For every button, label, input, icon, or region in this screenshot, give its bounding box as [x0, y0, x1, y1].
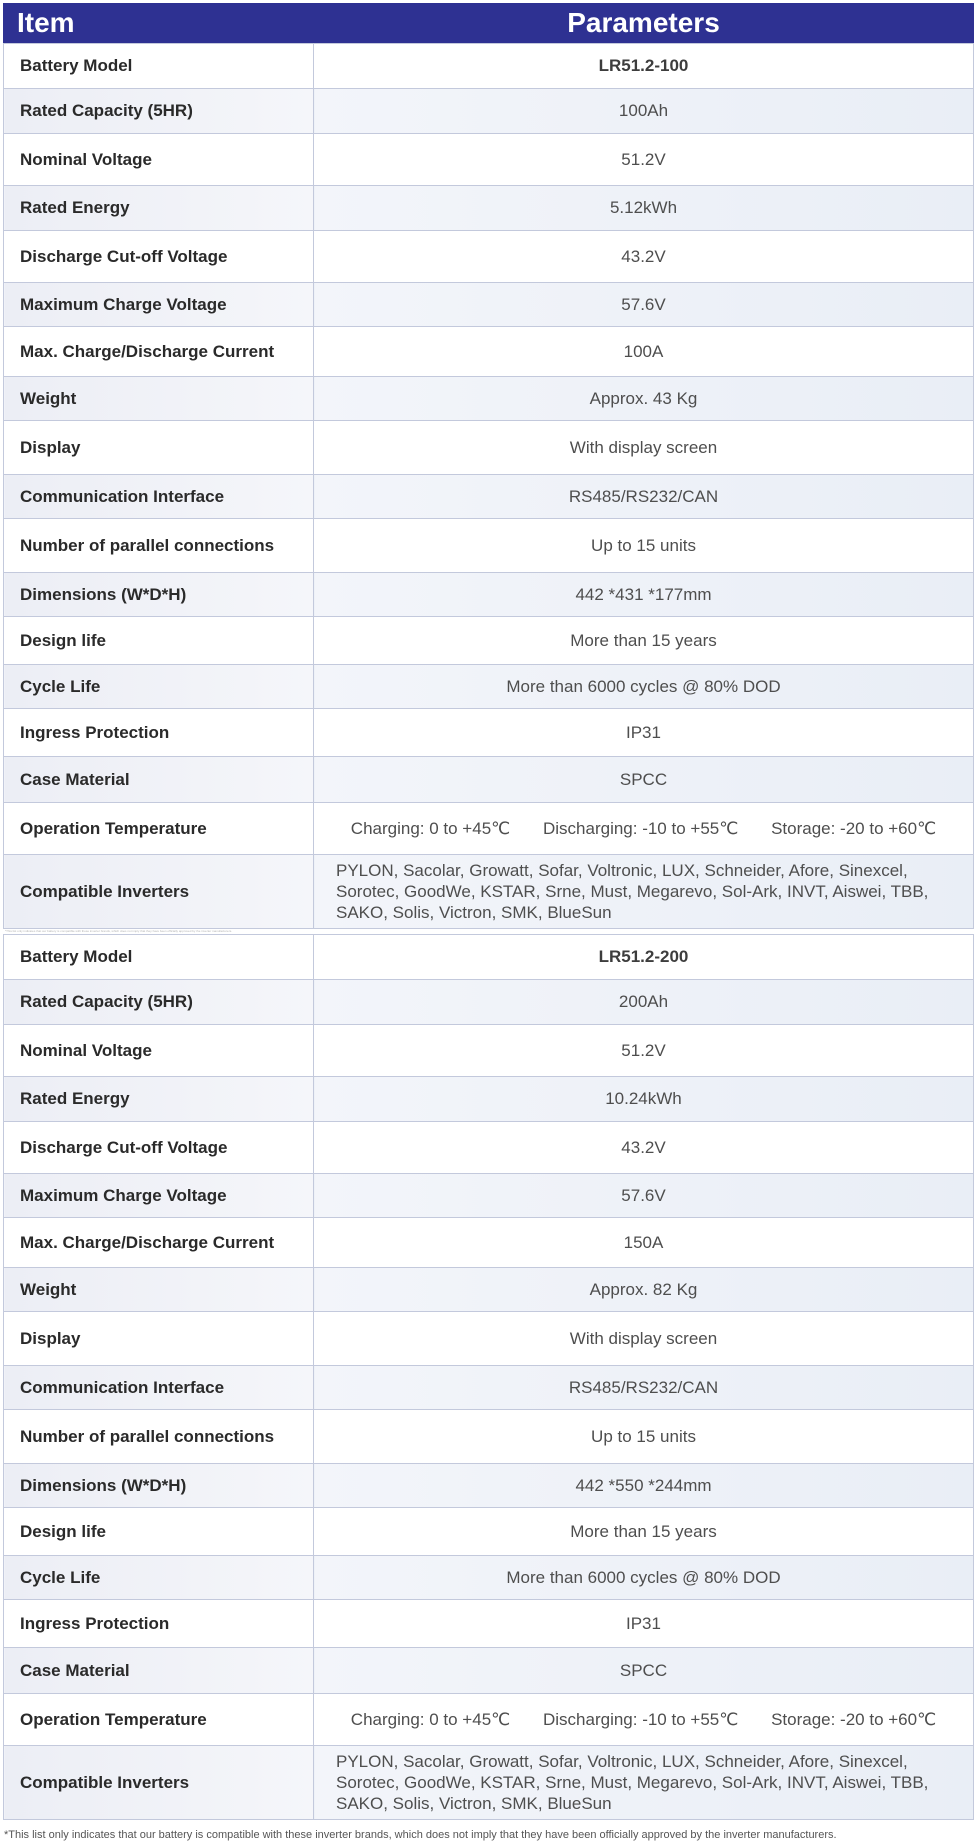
table-row: [4, 1025, 974, 1077]
row-label: Max. Charge/Discharge Current: [4, 327, 314, 377]
row-value: 43.2V: [314, 1122, 974, 1174]
row-label: Operation Temperature: [4, 1694, 314, 1746]
row-label: Maximum Charge Voltage: [4, 1174, 314, 1218]
row-value: 442 *431 *177mm: [314, 573, 974, 617]
table-row: [4, 617, 974, 665]
spec-table-lr51-100: [3, 43, 974, 929]
table-row: [4, 89, 974, 134]
table-row: [4, 1366, 974, 1410]
table-row: [4, 134, 974, 186]
row-value: 5.12kWh: [314, 186, 974, 231]
header-parameters: Parameters: [567, 7, 720, 38]
row-label: Discharge Cut-off Voltage: [4, 231, 314, 283]
storage-temperature: Storage: -20 to +60℃: [771, 818, 937, 838]
row-value: Approx. 43 Kg: [314, 377, 974, 421]
table-row: [4, 573, 974, 617]
row-label: Compatible Inverters: [4, 855, 314, 929]
row-value: RS485/RS232/CAN: [314, 1366, 974, 1410]
table-row: [4, 1694, 974, 1746]
header-item: Item: [17, 7, 75, 38]
table-row: [4, 377, 974, 421]
row-value: 150A: [314, 1218, 974, 1268]
row-label: Discharge Cut-off Voltage: [4, 1122, 314, 1174]
table-row: [4, 1600, 974, 1648]
table-row: [4, 475, 974, 519]
row-label: Communication Interface: [4, 1366, 314, 1410]
row-label: Cycle Life: [4, 1556, 314, 1600]
table-row: [4, 665, 974, 709]
compatible-inverters-list: PYLON, Sacolar, Growatt, Sofar, Voltronic, LUX, Schneider, Afore, Sinexcel, Sorotec, GoodWe, KSTAR, Srne, Must, Megarevo, Sol-Ark, INVT, Aiswei, TBB, SAKO, Solis, Victron, SMK, BlueSun: [314, 855, 974, 929]
table-row: [4, 519, 974, 573]
row-label: Case Material: [4, 1648, 314, 1694]
table-row: [4, 1508, 974, 1556]
table-row: [4, 186, 974, 231]
charging-temperature: Charging: 0 to +45℃: [350, 818, 511, 838]
table-row: [4, 1077, 974, 1122]
row-value: More than 15 years: [314, 617, 974, 665]
row-label: Compatible Inverters: [4, 1746, 314, 1820]
table-row: [4, 231, 974, 283]
operation-temperature-values: [314, 1694, 974, 1746]
row-value: 51.2V: [314, 134, 974, 186]
row-label: Design life: [4, 617, 314, 665]
table-row: [4, 1746, 974, 1820]
row-value: SPCC: [314, 1648, 974, 1694]
table-row: [4, 1464, 974, 1508]
row-value: More than 6000 cycles @ 80% DOD: [314, 1556, 974, 1600]
row-label: Display: [4, 421, 314, 475]
row-value: 10.24kWh: [314, 1077, 974, 1122]
row-value: More than 15 years: [314, 1508, 974, 1556]
table-row: [4, 855, 974, 929]
row-label: Case Material: [4, 757, 314, 803]
row-value: 43.2V: [314, 231, 974, 283]
row-value: RS485/RS232/CAN: [314, 475, 974, 519]
row-label: Weight: [4, 1268, 314, 1312]
discharging-temperature: Discharging: -10 to +55℃: [542, 1709, 739, 1729]
row-value: 200Ah: [314, 980, 974, 1025]
spec-table-lr51-200: [3, 934, 974, 1820]
row-value: 57.6V: [314, 283, 974, 327]
row-label: Number of parallel connections: [4, 1410, 314, 1464]
row-label: Max. Charge/Discharge Current: [4, 1218, 314, 1268]
storage-temperature: Storage: -20 to +60℃: [771, 1709, 937, 1729]
table-row: [4, 757, 974, 803]
table-row: [4, 1410, 974, 1464]
row-value: 100A: [314, 327, 974, 377]
row-value: More than 6000 cycles @ 80% DOD: [314, 665, 974, 709]
row-label: Design life: [4, 1508, 314, 1556]
table-row: [4, 709, 974, 757]
compatible-inverters-list: PYLON, Sacolar, Growatt, Sofar, Voltronic, LUX, Schneider, Afore, Sinexcel, Sorotec, GoodWe, KSTAR, Srne, Must, Megarevo, Sol-Ark, INVT, Aiswei, TBB, SAKO, Solis, Victron, SMK, BlueSun: [314, 1746, 974, 1820]
row-value: LR51.2-100: [314, 44, 974, 89]
row-value: With display screen: [314, 421, 974, 475]
row-label: Dimensions (W*D*H): [4, 573, 314, 617]
row-label: Weight: [4, 377, 314, 421]
row-label: Ingress Protection: [4, 1600, 314, 1648]
row-label: Rated Energy: [4, 186, 314, 231]
row-value: Up to 15 units: [314, 1410, 974, 1464]
row-value: IP31: [314, 1600, 974, 1648]
table-row: [4, 803, 974, 855]
footnote-faded: *This list only indicates that our battery is compatible with these inverter brands, which does not imply that they have been officially approved by the inverter manufacturers.: [5, 929, 233, 933]
table-row: [4, 1556, 974, 1600]
row-label: Ingress Protection: [4, 709, 314, 757]
row-label: Battery Model: [4, 44, 314, 89]
row-label: Battery Model: [4, 935, 314, 980]
row-label: Dimensions (W*D*H): [4, 1464, 314, 1508]
row-value: Up to 15 units: [314, 519, 974, 573]
row-value: 57.6V: [314, 1174, 974, 1218]
row-value: 442 *550 *244mm: [314, 1464, 974, 1508]
charging-temperature: Charging: 0 to +45℃: [350, 1709, 511, 1729]
table-row: [4, 421, 974, 475]
row-label: Rated Capacity (5HR): [4, 980, 314, 1025]
row-label: Nominal Voltage: [4, 134, 314, 186]
discharging-temperature: Discharging: -10 to +55℃: [542, 818, 739, 838]
row-value: SPCC: [314, 757, 974, 803]
table-row: [4, 1648, 974, 1694]
footnote: *This list only indicates that our battery is compatible with these inverter brands, which does not imply that they have been officially approved by the inverter manufacturers.: [4, 1829, 837, 1841]
row-label: Maximum Charge Voltage: [4, 283, 314, 327]
spec-sheet: [3, 3, 974, 1820]
table-row: [4, 327, 974, 377]
row-label: Cycle Life: [4, 665, 314, 709]
row-value: Approx. 82 Kg: [314, 1268, 974, 1312]
row-label: Operation Temperature: [4, 803, 314, 855]
table-row: [4, 1268, 974, 1312]
row-label: Communication Interface: [4, 475, 314, 519]
table-row: [4, 283, 974, 327]
row-label: Number of parallel connections: [4, 519, 314, 573]
row-label: Display: [4, 1312, 314, 1366]
table-row: [4, 980, 974, 1025]
table-header: [3, 3, 974, 43]
table-row: [4, 1312, 974, 1366]
table-row: [4, 44, 974, 89]
table-row: [4, 1174, 974, 1218]
row-value: LR51.2-200: [314, 935, 974, 980]
table-row: [4, 1122, 974, 1174]
table-row: [4, 1218, 974, 1268]
operation-temperature-values: [314, 803, 974, 855]
row-value: 100Ah: [314, 89, 974, 134]
row-value: IP31: [314, 709, 974, 757]
row-label: Nominal Voltage: [4, 1025, 314, 1077]
table-row: [4, 935, 974, 980]
row-value: 51.2V: [314, 1025, 974, 1077]
row-label: Rated Energy: [4, 1077, 314, 1122]
row-value: With display screen: [314, 1312, 974, 1366]
row-label: Rated Capacity (5HR): [4, 89, 314, 134]
